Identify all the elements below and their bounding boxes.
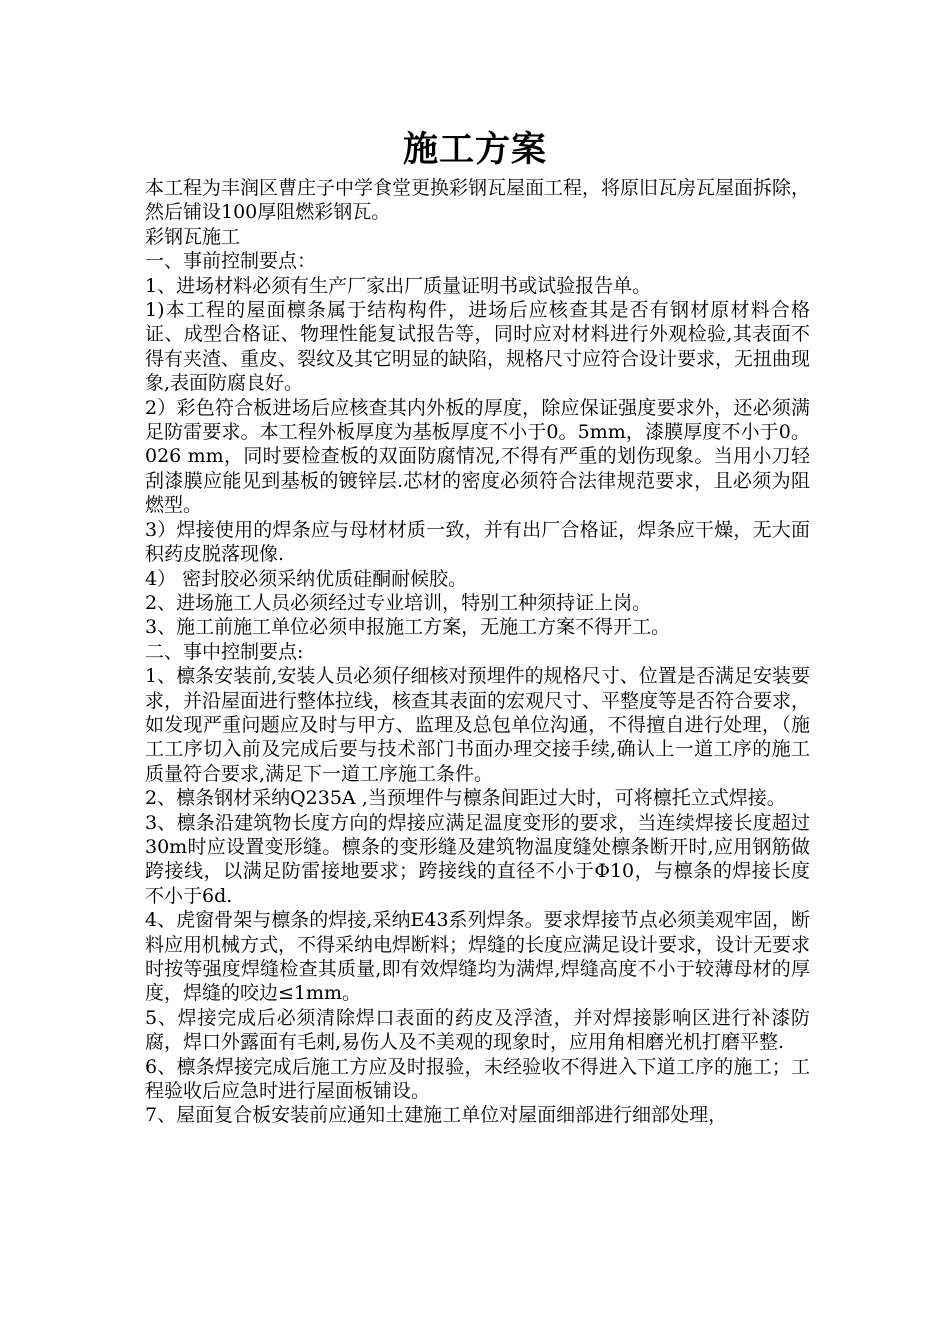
paragraph: 本工程为丰润区曹庄子中学食堂更换彩钢瓦屋面工程，将原旧瓦房瓦屋面拆除，然后铺设100厚阻燃彩钢瓦。 [145, 177, 811, 224]
paragraph: 3、施工前施工单位必须申报施工方案，无施工方案不得开工。 [145, 616, 671, 639]
paragraph: 7、屋面复合板安装前应通知土建施工单位对屋面细部进行细部处理， [145, 1104, 728, 1127]
paragraph: 5、焊接完成后必须清除焊口表面的药皮及浮渣，并对焊接影响区进行补漆防腐，焊口外露面有毛刺,易伤人及不美观的现象时，应用角相磨光机打磨平整. [145, 1006, 810, 1054]
paragraph: 2、檩条钢材采纳Q235A ,当预埋件与檩条间距过大时，可将檩托立式焊接。 [145, 787, 786, 810]
document-title: 施工方案 [402, 129, 547, 170]
paragraph: 4） 密封胶必须采纳优质硅酮耐候胶。 [145, 567, 468, 590]
paragraph: 1)本工程的屋面檩条属于结构构件，进场后应核查其是否有钢材原材料合格证、成型合格证、物理性能复试报告等，同时应对材料进行外观检验,其表面不得有夹渣、重皮、裂纹及其它明显的缺陷，规格尺寸应符合设计要求，无扭曲现象,表面防腐良好。 [145, 299, 811, 395]
document-body [145, 176, 810, 1128]
paragraph: 1、檩条安装前,安装人员必须仔细核对预埋件的规格尺寸、位置是否满足安装要求，并沿屋面进行整体拉线，核查其表面的宏观尺寸、平整度等是否符合要求，如发现严重问题应及时与甲方、监理及总包单位沟通，不得擅自进行处理，（施工工序切入前及完成后要与技术部门书面办理交接手续,确认上一道工序的施工质量符合要求,满足下一道工序施工条件。 [145, 665, 811, 785]
paragraph: 3）焊接使用的焊条应与母材材质一致，并有出厂合格证，焊条应干燥，无大面积药皮脱落现像. [145, 518, 810, 566]
paragraph: 6、檩条焊接完成后施工方应及时报验，未经验收不得进入下道工序的施工；工程验收后应急时进行屋面板铺设。 [145, 1055, 810, 1103]
paragraph: 3、檩条沿建筑物长度方向的焊接应满足温度变形的要求，当连续焊接长度超过30m时应设置变形缝。檩条的变形缝及建筑物温度缝处檩条断开时,应用钢筋做跨接线，以满足防雷接地要求；跨接线的直径不小于Φ10，与檩条的焊接长度不小于6d. [145, 811, 810, 907]
paragraph: 2、进场施工人员必须经过专业培训，特别工种须持证上岗。 [145, 591, 652, 614]
paragraph: 2）彩色符合板进场后应核查其内外板的厚度，除应保证强度要求外，还必须满足防雷要求。本工程外板厚度为基板厚度不小于0。5mm，漆膜厚度不小于0。026 mm，同时要检查板的双面防腐情况,不得有严重的划伤现象。当用小刀轻刮漆膜应能见到基板的镀锌层.芯材的密度必须符合法律规范要求，且必须为阻燃型。 [145, 396, 810, 517]
section-heading: 二、事中控制要点: [145, 640, 304, 663]
paragraph: 4、虎窗骨架与檩条的焊接,采纳E43系列焊条。要求焊接节点必须美观牢固，断料应用机械方式，不得采纳电焊断料；焊缝的长度应满足设计要求，设计无要求时按等强度焊缝检查其质量,即有效焊缝均为满焊,焊缝高度不小于较薄母材的厚度，焊缝的咬边≤1mm。 [145, 909, 811, 1005]
section-heading: 一、事前控制要点： [145, 250, 317, 273]
section-heading: 彩钢瓦施工 [145, 225, 241, 248]
paragraph: 1、进场材料必须有生产厂家出厂质量证明书或试验报告单。 [145, 274, 652, 297]
